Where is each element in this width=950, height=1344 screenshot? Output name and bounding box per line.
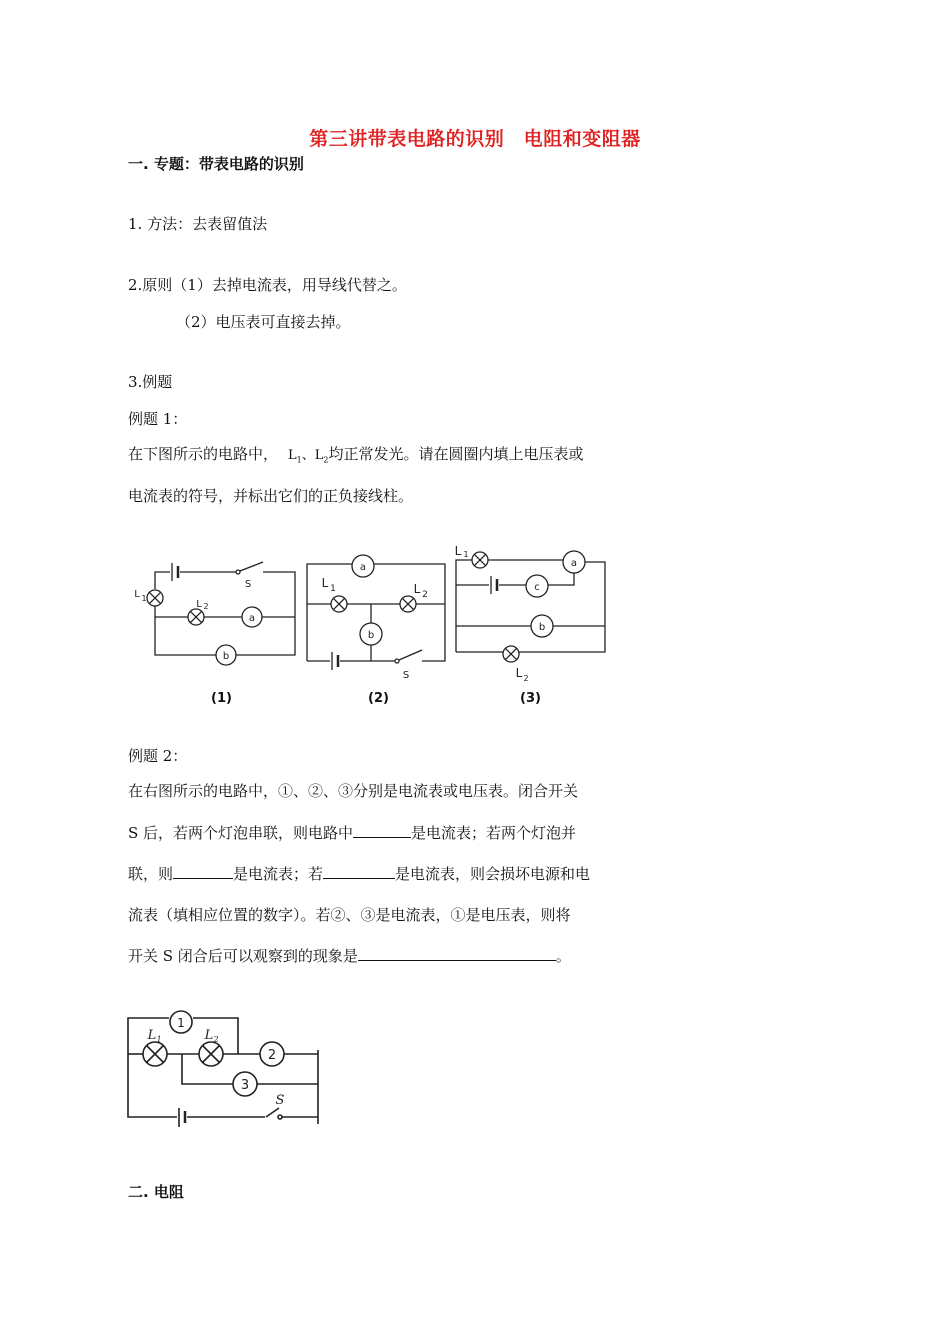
lamp-l1 (143, 1042, 167, 1066)
svg-text:1: 1 (330, 584, 336, 594)
example-1-line-1 (128, 443, 584, 465)
lamp-label-l1: $L_1$、$L_2$ (288, 448, 329, 465)
meter-label-a: a (570, 558, 578, 569)
section-heading-resistance: 二. 电阻 (128, 1183, 184, 1201)
meter-label-2: 2 (267, 1048, 277, 1063)
answer-blank-series[interactable] (353, 823, 411, 838)
switch-contact (395, 659, 399, 663)
switch-contact (236, 570, 240, 574)
example-2-line-5: 开关 S 闭合后可以观察到的现象是 。 (128, 947, 571, 965)
lamp-label-l2: L (413, 582, 421, 596)
lamp-l2 (188, 609, 204, 625)
lamp-label-l2: L (196, 599, 202, 610)
meter-label-a: a (359, 562, 367, 573)
example-1-label: 例题 1： (128, 410, 188, 428)
example-2-line-1: 在右图所示的电路中，①、②、③分别是电流表或电压表。闭合开关 (128, 782, 579, 800)
example-1-text-a: 在下图所示的电路中， (128, 445, 279, 463)
svg-text:1: 1 (156, 1035, 162, 1044)
lamp-label-l2: L (515, 666, 523, 680)
lamp-l2 (199, 1042, 223, 1066)
principle-1-text: 2.原则（1）去掉电流表，用导线代替之。 (128, 276, 407, 294)
lamp-label-l2: L (204, 1028, 214, 1043)
example-1-circuits (125, 535, 625, 715)
lamp-label-l1: L (134, 589, 140, 600)
meter-label-b: b (538, 622, 546, 633)
svg-text:1: 1 (463, 550, 469, 559)
lamp-l1 (472, 552, 488, 568)
meter-label-1: 1 (177, 1016, 185, 1030)
example-2-line-4: 流表（填相应位置的数字）。若②、③是电流表，①是电压表，则将 (128, 906, 571, 924)
circuit-diagram-3 (455, 544, 605, 683)
method-text: 1. 方法：去表留值法 (128, 215, 268, 233)
lamp-label-l1: L (321, 576, 329, 590)
principle-2-text: （2）电压表可直接去掉。 (176, 313, 351, 331)
example-2-circuit (125, 1000, 325, 1130)
meter-label-3: 3 (240, 1078, 250, 1093)
example-2-line-2: S 后，若两个灯泡串联，则电路中 是电流表；若两个灯泡并 (128, 824, 577, 842)
switch-contact (278, 1115, 282, 1119)
example-2-label: 例题 2： (128, 747, 188, 765)
switch-lever (399, 650, 422, 660)
meter-label-c: c (534, 582, 540, 593)
diagram-caption-1: (1) (211, 691, 232, 706)
lamp-l2 (400, 596, 416, 612)
meter-label-a: a (248, 613, 256, 624)
switch-label: S (275, 1093, 285, 1108)
answer-blank-phenomenon[interactable] (358, 946, 556, 961)
svg-text:2: 2 (213, 1035, 219, 1044)
lamp-label-l1: L (147, 1028, 157, 1043)
svg-text:2: 2 (203, 602, 209, 611)
answer-blank-parallel[interactable] (173, 864, 233, 879)
svg-text:2: 2 (523, 674, 529, 683)
page-title: 第三讲带表电路的识别 电阻和变阻器 (309, 128, 641, 150)
circuit-diagram-1 (134, 562, 295, 665)
switch-lever (266, 1108, 279, 1117)
section-heading-meter-circuits: 一. 专题：带表电路的识别 (128, 155, 304, 173)
diagram-caption-3: (3) (520, 691, 541, 706)
lamp-label-l1: L (454, 544, 462, 558)
svg-text:1: 1 (141, 594, 147, 603)
example-2-line-3: 联，则 是电流表；若 是电流表，则会损坏电源和电 (128, 865, 591, 883)
examples-heading: 3.例题 (128, 373, 173, 391)
lamp-l2 (503, 646, 519, 662)
meter-label-b: b (367, 630, 375, 641)
svg-text:2: 2 (422, 590, 428, 600)
example-1-line-2: 电流表的符号，并标出它们的正负接线柱。 (128, 487, 414, 505)
diagram-caption-2: (2) (368, 691, 389, 706)
switch-label: S (402, 670, 410, 681)
switch-label: S (244, 579, 252, 590)
meter-label-b: b (222, 651, 230, 662)
lamp-l1 (331, 596, 347, 612)
switch-lever (240, 562, 263, 571)
lamp-l1 (147, 590, 163, 606)
circuit-diagram-2 (307, 555, 445, 681)
example-1-text-b: 均正常发光。请在圆圈内填上电压表或 (328, 445, 584, 463)
answer-blank-damage[interactable] (323, 864, 395, 879)
